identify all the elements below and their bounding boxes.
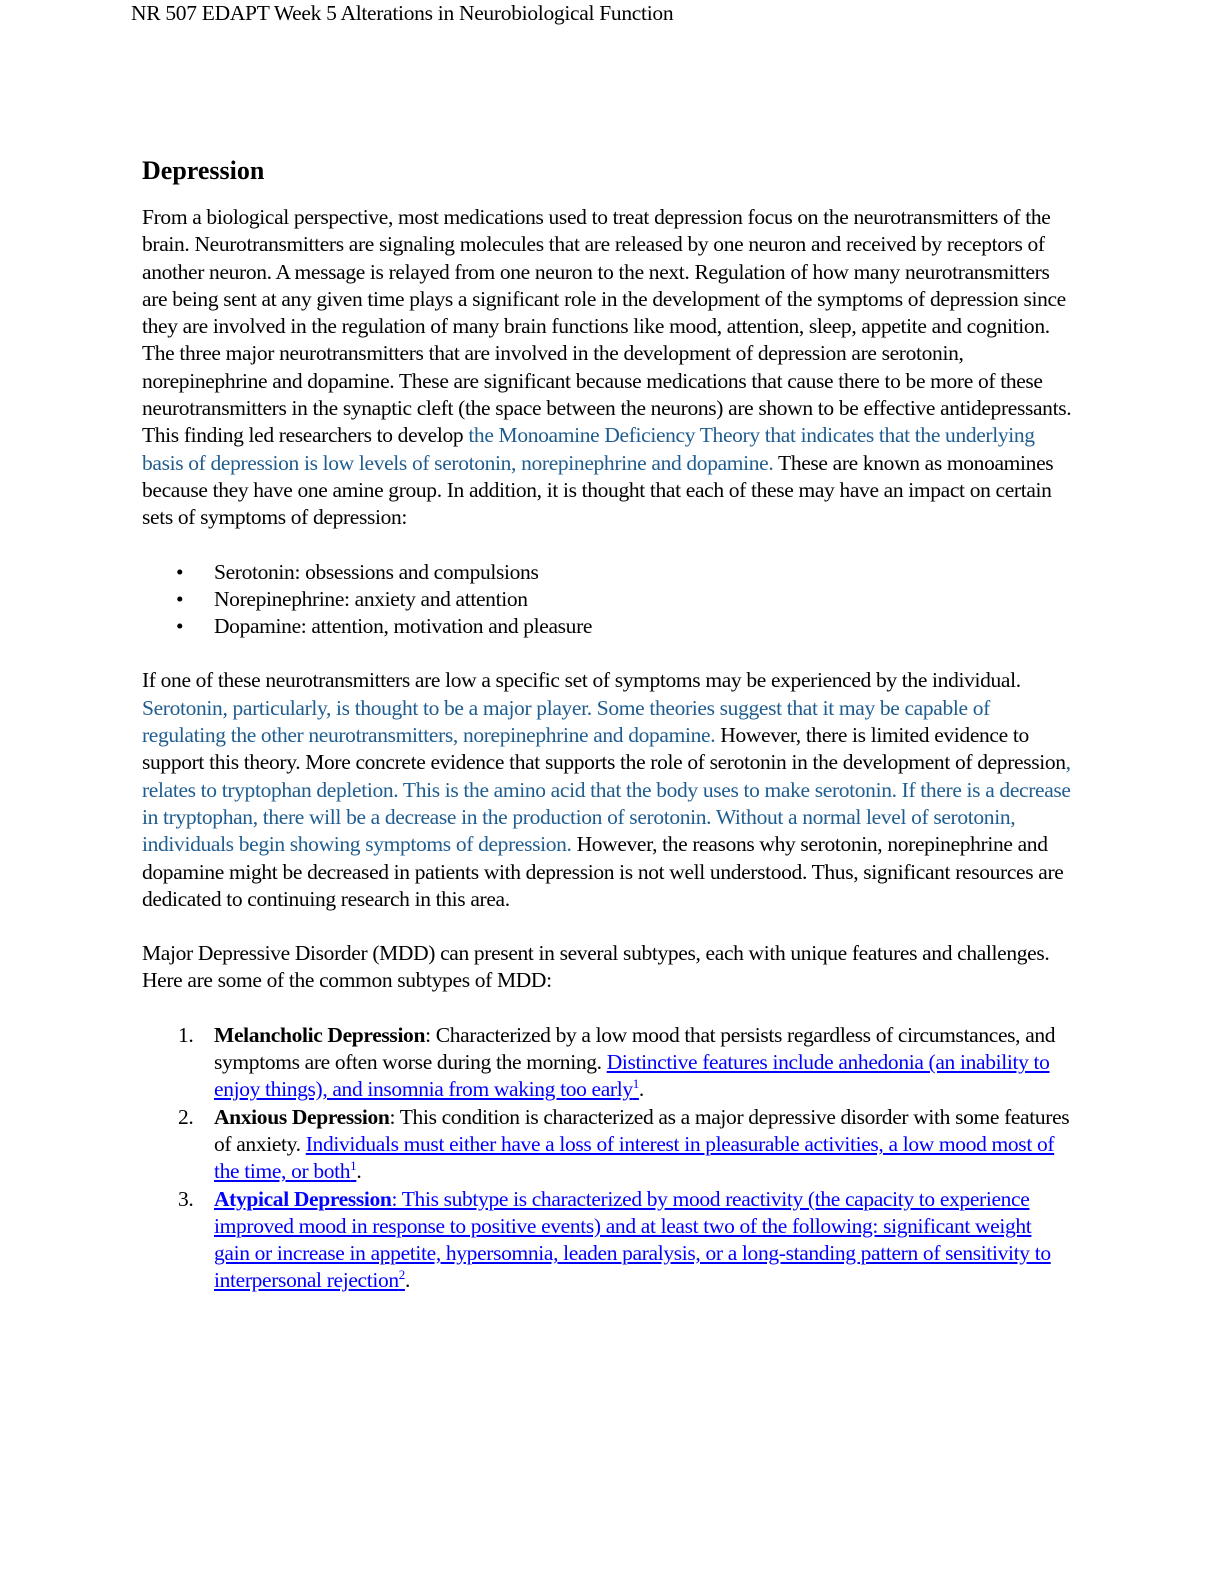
list-item [142,613,1072,640]
list-item-text: Dopamine: attention, motivation and pleasure [214,614,593,639]
section-title: Depression [142,156,265,185]
reference-link-text[interactable]: Individuals must either have a loss of interest in pleasurable activities, a low mood most of the time, or both [214,1131,1055,1184]
serotonin-text-b: However, there is limited evidence to support this theory. More concrete evidence that supports the role of serotonin in the development of depression [142,723,1066,775]
serotonin-text-a: If one of these neurotransmitters are low a specific set of symptoms may be experienced by the individual. [142,668,1021,693]
neurotransmitter-list [142,559,1072,641]
list-item-text: Norepinephrine: anxiety and attention [214,586,528,611]
footnote-ref[interactable]: 1 [350,1158,357,1174]
monoamine-theory-highlight: the Monoamine Deficiency Theory that indicates that the underlying basis of depression is low levels of serotonin, norepinephrine and dopamine. [142,423,1035,475]
reference-link-text[interactable]: Distinctive features include anhedonia (an inability to enjoy things), and insomnia from waking too early [214,1050,1050,1102]
reference-link-text[interactable]: : This subtype is characterized by mood reactivity (the capacity to experience improved mood in response to positive events) and at least two of the following: significant weight gain or increase in appetite, hypersomnia, leaden paralysis, or a long-standing pattern of sensitivity to interpersonal rejection [214,1186,1051,1293]
sentence-end: . [638,1077,644,1102]
list-item [142,586,1072,613]
subtype-term[interactable]: Atypical Depression [214,1186,392,1211]
mdd-subtypes-list [142,1022,1072,1295]
subtype-description: : This condition is characterized as a major depressive disorder with some features of anxiety. [214,1104,1070,1156]
list-number: 1. [178,1022,194,1047]
subtype-item-melancholic [142,1022,1072,1104]
mdd-intro-paragraph: Major Depressive Disorder (MDD) can present in several subtypes, each with unique features and challenges. Here are some of the common subtypes of MDD: [142,941,1050,993]
footnote-ref[interactable]: 2 [398,1267,405,1283]
sentence-end: . [404,1268,410,1293]
subtype-term: Melancholic Depression [214,1022,426,1047]
list-item [142,559,1072,586]
sentence-end: . [356,1159,362,1184]
subtype-item-atypical [142,1186,1072,1295]
bullet-icon: • [176,586,184,611]
list-number: 2. [178,1104,194,1129]
list-number: 3. [178,1186,194,1211]
bullet-icon: • [176,614,184,639]
reference-link[interactable] [214,1187,1051,1293]
subtype-description: : Characterized by a low mood that persists regardless of circumstances, and symptoms are often worse during the morning. [214,1022,1056,1075]
intro-paragraph [142,204,1072,532]
document-body [142,153,1072,1295]
tryptophan-highlight: , relates to tryptophan depletion. This is the amino acid that the body uses to make serotonin. If there is a decrease in tryptophan, there will be a decrease in the production of serotonin. Without a normal level of serotonin, individuals begin showing symptoms of depression. [142,750,1071,857]
serotonin-text-c: However, the reasons why serotonin, norepinephrine and dopamine might be decreased in patients with depression is not well understood. Thus, significant resources are dedicated to continuing research in this area. [142,832,1064,911]
subtype-item-anxious [142,1104,1072,1186]
list-item-text: Serotonin: obsessions and compulsions [214,559,539,584]
bullet-icon: • [176,559,184,584]
subtype-term: Anxious Depression [214,1104,390,1129]
serotonin-highlight-a: Serotonin, particularly, is thought to be a major player. Some theories suggest that it may be capable of regulating the other neurotransmitters, norepinephrine and dopamine. [142,695,990,748]
intro-text-a: From a biological perspective, most medications used to treat depression focus on the neurotransmitters of the brain. Neurotransmitters are signaling molecules that are released by one neuron and received by receptors of another neuron. A message is relayed from one neuron to the next. Regulation of how many neurotransmitters are being sent at any given time plays a significant role in the development of the symptoms of depression since they are involved in the regulation of many brain functions like mood, attention, sleep, appetite and cognition. The three major neurotransmitters that are involved in the development of depression are serotonin, norepinephrine and dopamine. These are significant because medications that cause there to be more of these neurotransmitters in the synaptic cleft (the space between the neurons) are shown to be effective antidepressants. This finding led researchers to develop [142,205,1072,448]
running-header: NR 507 EDAPT Week 5 Alterations in Neurobiological Function [131,1,674,25]
footnote-ref[interactable]: 1 [632,1076,639,1092]
reference-link[interactable] [214,1132,1054,1183]
serotonin-paragraph [142,667,1072,913]
intro-text-b: These are known as monoamines because they have one amine group. In addition, it is thought that each of these may have an impact on certain sets of symptoms of depression: [142,450,1054,530]
